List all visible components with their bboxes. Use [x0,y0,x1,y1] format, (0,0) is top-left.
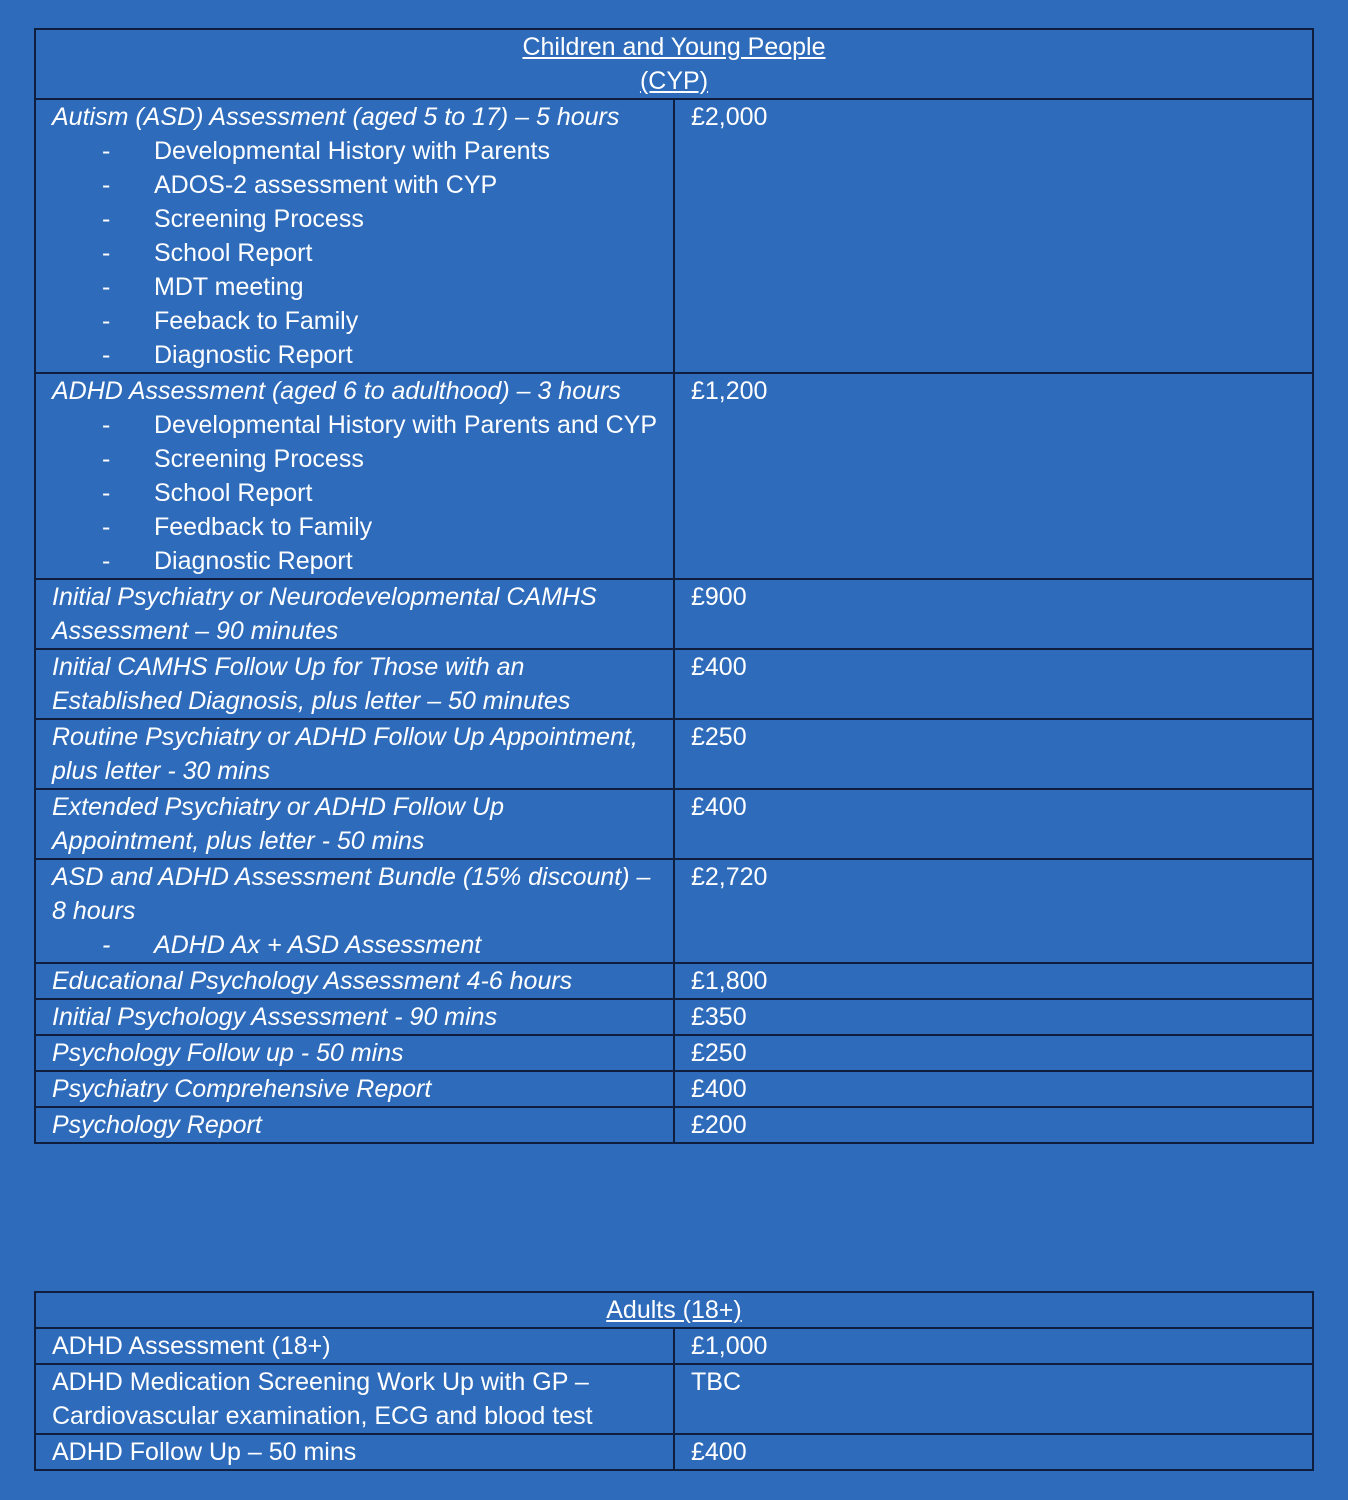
table-row [35,789,1313,859]
list-item: - ADHD Ax + ASD Assessment [52,928,657,962]
service-name: ADHD Assessment (18+) [35,1328,674,1364]
service-name: Educational Psychology Assessment 4-6 hours [35,963,674,999]
list-item: - Screening Process [52,442,657,476]
service-items [52,408,657,578]
table-row [35,1364,1313,1434]
bullet-dash: - [102,137,111,165]
adults-price-table [34,1291,1314,1471]
bullet-dash: - [102,479,111,507]
service-cell [35,99,674,373]
service-name: Initial CAMHS Follow Up for Those with an Established Diagnosis, plus letter – 50 minutes [35,649,674,719]
bullet-dash: - [102,239,111,267]
table-row [35,859,1313,963]
service-name: Psychiatry Comprehensive Report [35,1071,674,1107]
price-cell: £2,000 [674,99,1313,373]
price-cell: £400 [674,1071,1313,1107]
service-name: ASD and ADHD Assessment Bundle (15% discount) – 8 hours [52,863,651,925]
list-item: - Feeback to Family [52,304,657,338]
service-name: ADHD Medication Screening Work Up with GP – Cardiovascular examination, ECG and blood test [35,1364,674,1434]
list-item: - School Report [52,476,657,510]
price-cell: £400 [674,1434,1313,1470]
service-name: Psychology Report [35,1107,674,1143]
list-item: - Feedback to Family [52,510,657,544]
table-row [35,1035,1313,1071]
bullet-dash: - [102,273,111,301]
service-name: Initial Psychology Assessment - 90 mins [35,999,674,1035]
table-row [35,579,1313,649]
bullet-dash: - [102,513,111,541]
service-items [52,928,657,962]
bullet-dash: - [102,307,111,335]
table-row [35,1071,1313,1107]
price-cell: £900 [674,579,1313,649]
service-name: Extended Psychiatry or ADHD Follow Up Appointment, plus letter - 50 mins [35,789,674,859]
price-cell: £400 [674,649,1313,719]
table-row [35,99,1313,373]
cyp-heading [35,29,1313,99]
cyp-heading-title: Children and Young People [522,33,826,61]
price-cell: £400 [674,789,1313,859]
price-cell: £1,800 [674,963,1313,999]
price-cell: TBC [674,1364,1313,1434]
table-header-row [35,1292,1313,1328]
list-item: - School Report [52,236,657,270]
list-item: - Diagnostic Report [52,544,657,578]
bullet-dash: - [102,445,111,473]
bullet-dash: - [102,171,111,199]
service-cell [35,373,674,579]
table-row [35,1328,1313,1364]
bullet-dash: - [102,411,111,439]
list-item: - Developmental History with Parents and CYP [52,408,657,442]
price-cell: £1,000 [674,1328,1313,1364]
price-cell: £250 [674,719,1313,789]
price-cell: £2,720 [674,859,1313,963]
list-item: - MDT meeting [52,270,657,304]
table-row [35,649,1313,719]
list-item: - Diagnostic Report [52,338,657,372]
price-cell: £200 [674,1107,1313,1143]
bullet-dash: - [102,205,111,233]
price-cell: £1,200 [674,373,1313,579]
service-cell [35,859,674,963]
table-row [35,373,1313,579]
list-item: - ADOS-2 assessment with CYP [52,168,657,202]
table-row [35,1107,1313,1143]
cyp-price-table [34,28,1314,1144]
service-name: ADHD Assessment (aged 6 to adulthood) – 3 hours [52,377,621,405]
bullet-dash: - [102,547,111,575]
list-item: - Screening Process [52,202,657,236]
service-items [52,134,657,372]
table-row [35,999,1313,1035]
bullet-dash: - [102,341,111,369]
adults-heading: Adults (18+) [35,1292,1313,1328]
table-row [35,963,1313,999]
service-name: Initial Psychiatry or Neurodevelopmental CAMHS Assessment – 90 minutes [35,579,674,649]
cyp-heading-abbr: (CYP) [639,67,709,95]
service-name: ADHD Follow Up – 50 mins [35,1434,674,1470]
price-cell: £250 [674,1035,1313,1071]
list-item: - Developmental History with Parents [52,134,657,168]
service-name: Autism (ASD) Assessment (aged 5 to 17) – 5 hours [52,103,620,131]
price-cell: £350 [674,999,1313,1035]
table-row [35,1434,1313,1470]
table-row [35,719,1313,789]
service-name: Routine Psychiatry or ADHD Follow Up Appointment, plus letter - 30 mins [35,719,674,789]
table-header-row [35,29,1313,99]
bullet-dash: - [102,931,111,959]
service-name: Psychology Follow up - 50 mins [35,1035,674,1071]
